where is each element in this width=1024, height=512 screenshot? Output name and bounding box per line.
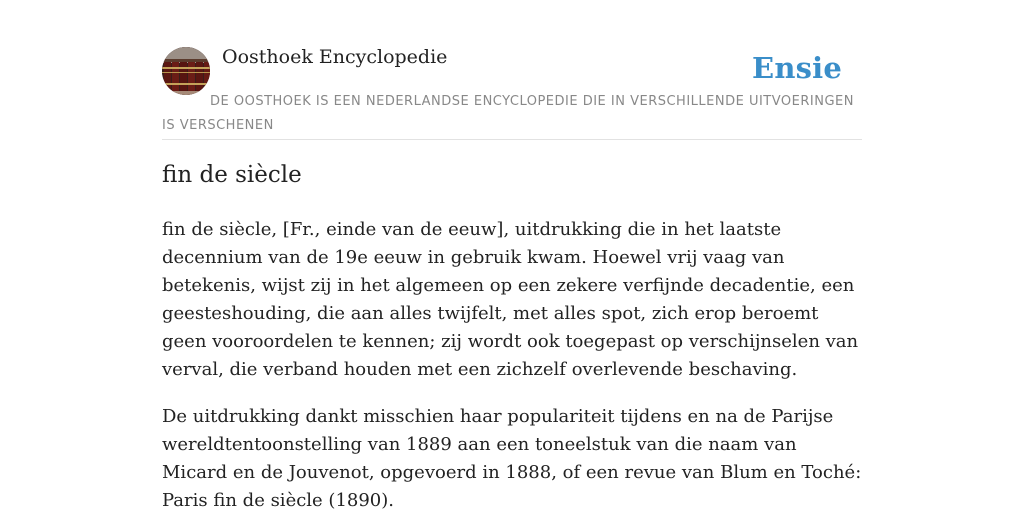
article-title: fin de siècle (162, 162, 302, 188)
site-name[interactable]: Oosthoek Encyclopedie (222, 46, 448, 68)
article-paragraph: De uitdrukking dankt misschien haar populariteit tijdens en na de Parijse wereldtentoonstelling van 1889 aan een toneelstuk van die naam van Micard en de Jouvenot, opgevoerd in 1888, of een revue van Blum en Toché: Paris fin de siècle (1890). (162, 406, 862, 511)
article-body (162, 216, 862, 512)
site-header (162, 0, 862, 140)
article-paragraph: fin de siècle, [Fr., einde van de eeuw], uitdrukking die in het laatste decennium van de 19e eeuw in gebruik kwam. Hoewel vrij vaag van betekenis, wijst zij in het algemeen op een zekere verfijnde decadentie, een geesteshouding, die aan alles twijfelt, met alles spot, zich erop beroemt geen vooroordelen te kennen; zij wordt ook toegepast op verschijnselen van verval, die verband houden met een zichzelf overlevende beschaving. (162, 219, 859, 380)
brand-logo[interactable]: Ensie (752, 51, 842, 85)
encyclopedia-books-icon[interactable] (162, 47, 210, 95)
page-container (162, 0, 862, 511)
site-tagline: DE OOSTHOEK IS EEN NEDERLANDSE ENCYCLOPEDIE DIE IN VERSCHILLENDE UITVOERINGEN IS VERSCHENEN (162, 94, 854, 133)
